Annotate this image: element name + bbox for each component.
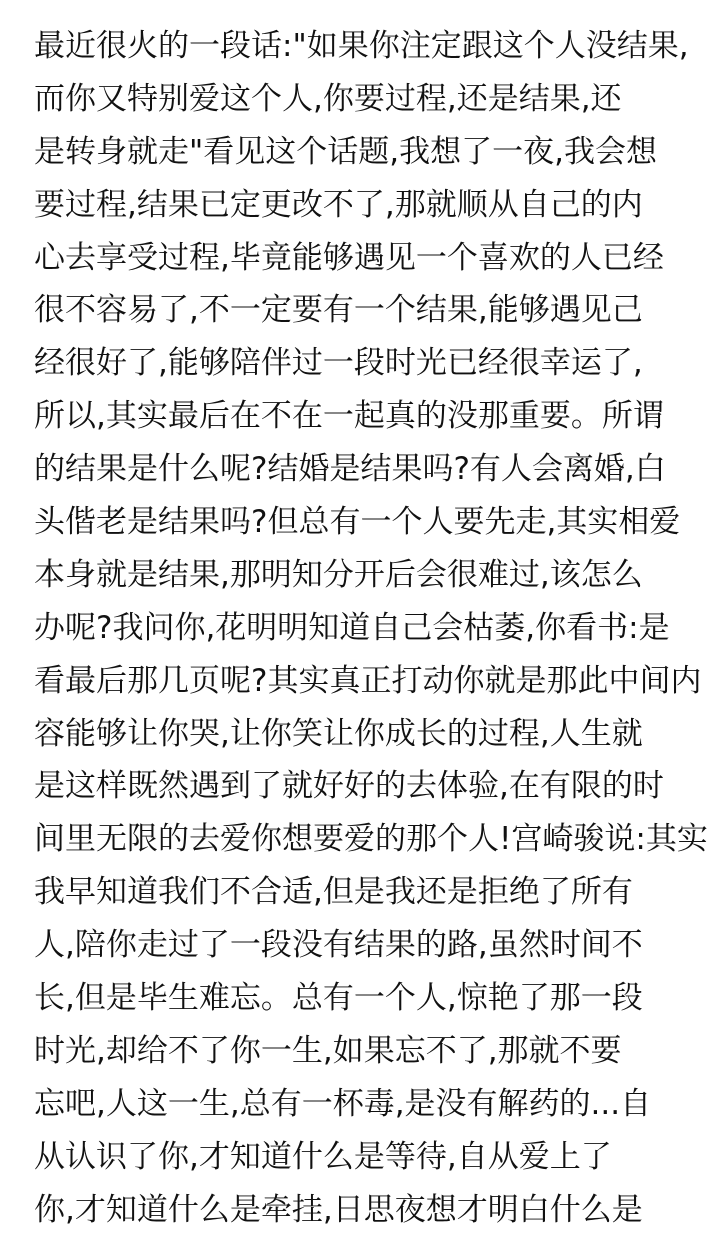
- text-line: 时光,却给不了你一生,如果忘不了,那就不要: [34, 1032, 622, 1069]
- text-line: 你,才知道什么是牵挂,日思夜想才明白什么是: [34, 1191, 643, 1228]
- text-line: 最近很火的一段话:"如果你注定跟这个人没结果,: [34, 28, 689, 64]
- text-line: 心去享受过程,毕竟能够遇见一个喜欢的人已经: [34, 239, 664, 276]
- text-line: 办呢?我问你,花明明知道自己会枯萎,你看书:是: [34, 609, 670, 646]
- text-line: 看最后那几页呢?其实真正打动你就是那此中间内: [34, 662, 702, 699]
- text-line: 我早知道我们不合适,但是我还是拒绝了所有: [34, 874, 633, 911]
- text-line: 从认识了你,才知道什么是等待,自从爱上了: [34, 1138, 612, 1175]
- text-line: 经很好了,能够陪伴过一段时光已经很幸运了,: [34, 345, 643, 382]
- text-line: 所以,其实最后在不在一起真的没那重要。所谓: [34, 398, 664, 435]
- text-line: 容能够让你哭,让你笑让你成长的过程,人生就: [34, 715, 643, 752]
- text-line: 很不容易了,不一定要有一个结果,能够遇见己: [34, 292, 643, 329]
- text-line: 间里无限的去爱你想要爱的那个人!宫崎骏说:其实: [34, 821, 708, 858]
- post-body-text: [34, 20, 708, 1236]
- text-line: 是这样既然遇到了就好好的去体验,在有限的时: [34, 768, 664, 805]
- text-line: 人,陪你走过了一段没有结果的路,虽然时间不: [34, 927, 643, 964]
- text-line: 头偕老是结果吗?但总有一个人要先走,其实相爱: [34, 504, 681, 541]
- text-line: 长,但是毕生难忘。总有一个人,惊艳了那一段: [34, 980, 643, 1017]
- text-line: 的结果是什么呢?结婚是结果吗?有人会离婚,白: [34, 451, 666, 488]
- text-line: 忘吧,人这一生,总有一杯毒,是没有解药的...自: [34, 1085, 652, 1122]
- text-line: 本身就是结果,那明知分开后会很难过,该怎么: [34, 556, 643, 593]
- text-line: 是转身就走"看见这个话题,我想了一夜,我会想: [34, 133, 657, 170]
- text-line: 而你又特别爱这个人,你要过程,还是结果,还: [34, 80, 622, 117]
- text-line: 要过程,结果已定更改不了,那就顺从自己的内: [34, 186, 643, 223]
